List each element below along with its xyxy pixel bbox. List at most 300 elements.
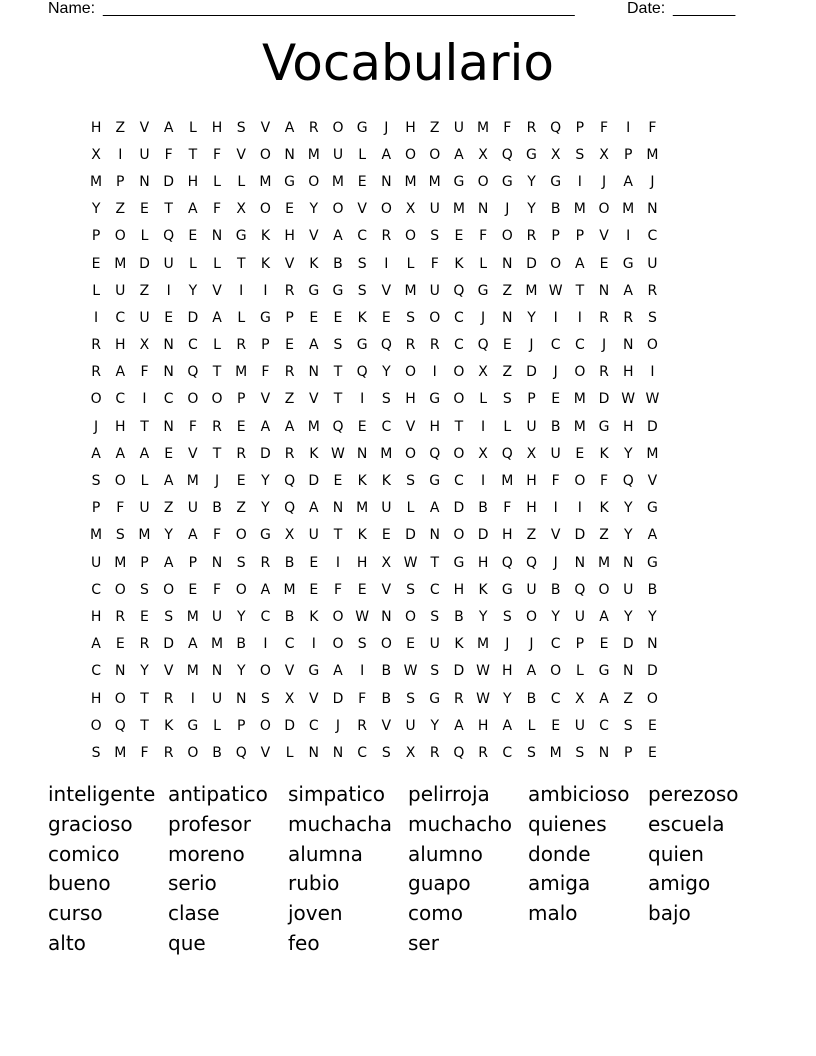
grid-letter: S (236, 119, 246, 136)
grid-letter: C (550, 636, 561, 653)
grid-letter: X (550, 146, 561, 163)
grid-letter: F (164, 146, 173, 163)
grid-letter: D (598, 391, 610, 408)
grid-letter: G (259, 309, 271, 326)
grid-letter: R (429, 744, 440, 761)
grid-letter: H (284, 228, 295, 245)
grid-letter: T (236, 255, 246, 272)
grid-letter: O (114, 228, 126, 245)
grid-letter: M (525, 282, 538, 299)
grid-letter: A (260, 418, 271, 435)
grid-letter: O (525, 608, 537, 625)
grid-letter: H (429, 418, 440, 435)
grid-letter: O (380, 201, 392, 218)
grid-letter: G (598, 418, 610, 435)
grid-letter: G (308, 282, 320, 299)
grid-letter: Z (163, 500, 174, 517)
grid-letter: Q (332, 418, 344, 435)
grid-letter: Q (453, 282, 465, 299)
grid-letter: R (647, 282, 658, 299)
grid-letter: I (553, 309, 558, 326)
grid-letter: R (91, 364, 101, 381)
grid-letter: Z (599, 527, 609, 544)
word-list-item: moreno (168, 841, 245, 866)
grid-letter: O (259, 663, 271, 680)
grid-row (84, 440, 665, 467)
grid-letter: E (454, 228, 464, 245)
grid-letter: Y (309, 201, 319, 218)
grid-letter: S (140, 581, 149, 598)
grid-letter: S (381, 744, 391, 761)
grid-letter: C (574, 337, 585, 354)
grid-letter: L (140, 473, 149, 490)
grid-letter: T (454, 418, 464, 435)
grid-letter: P (575, 119, 585, 136)
grid-row (84, 250, 665, 277)
grid-row (84, 685, 665, 712)
grid-letter: E (381, 527, 391, 544)
grid-letter: H (453, 581, 465, 598)
grid-letter: X (575, 690, 585, 707)
grid-letter: S (381, 391, 391, 408)
grid-letter: E (188, 228, 198, 245)
grid-letter: N (163, 364, 174, 381)
grid-letter: I (142, 391, 147, 408)
grid-letter: U (308, 527, 319, 544)
grid-letter: C (647, 228, 658, 245)
grid-letter: C (550, 690, 561, 707)
grid-letter: U (90, 554, 102, 571)
grid-row (84, 739, 665, 766)
grid-letter: F (188, 418, 197, 435)
grid-letter: I (384, 255, 389, 272)
grid-letter: U (453, 119, 465, 136)
grid-letter: A (260, 581, 271, 598)
grid-letter: N (308, 364, 320, 381)
grid-letter: N (647, 201, 658, 218)
grid-letter: O (187, 391, 199, 408)
grid-letter: I (263, 636, 268, 653)
grid-letter: O (453, 445, 465, 462)
grid-letter: D (260, 445, 271, 462)
grid-letter: N (622, 337, 634, 354)
grid-letter: R (599, 364, 609, 381)
grid-letter: F (430, 255, 439, 272)
grid-letter: B (284, 608, 295, 625)
grid-letter: N (574, 554, 586, 571)
grid-letter: V (139, 119, 150, 136)
grid-letter: K (260, 228, 270, 245)
grid-letter: C (115, 391, 126, 408)
grid-letter: J (505, 201, 510, 218)
grid-letter: H (211, 119, 223, 136)
word-list (48, 780, 768, 959)
grid-letter: T (212, 364, 222, 381)
grid-letter: D (163, 636, 175, 653)
grid-letter: Y (188, 282, 198, 299)
grid-letter: H (622, 364, 634, 381)
grid-row (84, 495, 665, 522)
grid-letter: R (139, 636, 150, 653)
grid-letter: V (260, 119, 271, 136)
grid-letter: L (188, 255, 197, 272)
grid-letter: P (575, 636, 585, 653)
word-list-item: simpatico (288, 782, 386, 806)
grid-letter: V (308, 228, 319, 245)
word-list-item: comico (48, 841, 120, 866)
grid-letter: Q (501, 554, 513, 571)
grid-letter: F (140, 744, 149, 761)
grid-letter: O (332, 636, 344, 653)
grid-letter: F (213, 527, 222, 544)
grid-letter: O (114, 581, 126, 598)
grid-letter: C (91, 581, 101, 598)
grid-letter: J (601, 337, 607, 354)
grid-letter: F (333, 581, 342, 598)
grid-letter: O (114, 473, 126, 490)
grid-letter: O (477, 173, 489, 190)
grid-letter: J (553, 364, 558, 381)
grid-letter: A (599, 690, 609, 707)
grid-letter: V (308, 391, 319, 408)
grid-letter: F (116, 500, 125, 517)
grid-letter: U (550, 445, 561, 462)
grid-letter: J (384, 119, 389, 136)
word-list-item: alto (48, 930, 86, 955)
grid-letter: Y (236, 608, 246, 625)
grid-letter: R (599, 309, 609, 326)
grid-letter: X (284, 527, 295, 544)
grid-letter: G (477, 282, 489, 299)
word-list-item: guapo (408, 871, 471, 896)
grid-letter: N (381, 608, 392, 625)
grid-letter: E (333, 473, 343, 490)
grid-letter: U (139, 309, 150, 326)
grid-letter: Q (284, 500, 296, 517)
grid-letter: Z (284, 391, 295, 408)
grid-row (84, 413, 665, 440)
grid-letter: Y (140, 663, 149, 680)
grid-letter: E (502, 337, 512, 354)
grid-letter: G (622, 255, 634, 272)
grid-letter: E (309, 581, 319, 598)
grid-letter: O (405, 146, 417, 163)
date-field[interactable]: _______ (673, 0, 736, 17)
grid-letter: V (284, 663, 295, 680)
grid-letter: S (91, 744, 101, 761)
grid-letter: C (454, 473, 464, 490)
grid-letter: P (551, 228, 560, 245)
grid-letter: E (333, 309, 343, 326)
grid-letter: F (213, 201, 222, 218)
grid-letter: M (307, 146, 320, 163)
grid-letter: S (406, 690, 415, 707)
word-list-item: ambicioso (528, 782, 630, 806)
grid-letter: G (550, 173, 562, 190)
grid-letter: C (260, 608, 271, 625)
grid-letter: U (187, 500, 198, 517)
grid-letter: M (307, 418, 320, 435)
grid-letter: E (236, 418, 246, 435)
grid-letter: P (236, 391, 246, 408)
grid-letter: S (430, 608, 440, 625)
grid-letter: U (405, 717, 416, 734)
grid-letter: O (405, 608, 417, 625)
grid-letter: L (140, 228, 149, 245)
grid-letter: R (405, 337, 416, 354)
grid-letter: E (236, 473, 246, 490)
grid-letter: N (502, 255, 513, 272)
grid-letter: M (428, 173, 441, 190)
grid-letter: S (406, 473, 415, 490)
word-list-item: amiga (528, 871, 591, 896)
grid-letter: C (308, 717, 319, 734)
word-list-item: feo (288, 930, 320, 955)
grid-letter: R (212, 418, 222, 435)
grid-letter: V (599, 228, 609, 245)
grid-letter: X (139, 337, 150, 354)
grid-letter: O (259, 201, 271, 218)
grid-letter: G (598, 663, 610, 680)
grid-letter: Y (527, 173, 536, 190)
grid-letter: Z (115, 201, 126, 218)
grid-letter: W (331, 445, 345, 462)
grid-letter: S (333, 337, 343, 354)
grid-letter: E (357, 581, 367, 598)
grid-letter: U (332, 146, 344, 163)
grid-letter: G (453, 173, 465, 190)
grid-letter: C (429, 581, 440, 598)
grid-letter: O (405, 228, 417, 245)
word-list-item: bajo (648, 901, 691, 926)
grid-letter: A (308, 500, 319, 517)
grid-letter: D (308, 473, 320, 490)
grid-letter: N (211, 554, 223, 571)
grid-letter: Y (164, 527, 173, 544)
grid-letter: M (356, 500, 369, 517)
grid-letter: L (188, 119, 197, 136)
grid-letter: X (91, 146, 101, 163)
grid-letter: O (259, 717, 271, 734)
grid-letter: B (647, 581, 658, 598)
grid-letter: N (163, 337, 174, 354)
grid-letter: H (526, 473, 537, 490)
grid-letter: V (405, 418, 416, 435)
grid-letter: C (502, 744, 513, 761)
grid-letter: Q (477, 337, 489, 354)
grid-letter: D (647, 663, 658, 680)
grid-letter: O (90, 391, 102, 408)
grid-letter: P (623, 744, 633, 761)
grid-letter: N (622, 663, 634, 680)
grid-letter: F (600, 473, 609, 490)
grid-letter: W (476, 663, 491, 680)
grid-letter: Q (501, 146, 513, 163)
grid-letter: L (575, 663, 584, 680)
grid-row (84, 332, 665, 359)
grid-letter: S (406, 581, 415, 598)
grid-letter: C (550, 337, 561, 354)
grid-letter: O (187, 744, 199, 761)
grid-letter: Q (501, 445, 513, 462)
grid-letter: A (188, 201, 198, 218)
grid-letter: E (115, 636, 125, 653)
word-list-item: quienes (528, 811, 607, 836)
grid-row (84, 386, 665, 413)
grid-letter: I (650, 364, 655, 381)
grid-letter: W (548, 282, 563, 299)
grid-letter: Y (623, 608, 633, 625)
grid-letter: G (646, 554, 658, 571)
grid-letter: N (139, 173, 150, 190)
grid-letter: T (140, 717, 149, 734)
grid-letter: I (335, 554, 341, 571)
grid-letter: E (309, 309, 319, 326)
grid-letter: M (573, 201, 586, 218)
grid-letter: G (259, 527, 271, 544)
grid-letter: S (260, 690, 270, 707)
grid-letter: M (210, 636, 224, 653)
grid-letter: U (429, 282, 440, 299)
grid-letter: G (332, 282, 344, 299)
grid-letter: W (403, 663, 418, 680)
grid-letter: G (453, 554, 465, 571)
grid-letter: M (186, 663, 199, 680)
grid-letter: A (163, 119, 174, 136)
grid-letter: A (163, 554, 174, 571)
grid-letter: U (429, 636, 440, 653)
grid-letter: D (526, 364, 537, 381)
grid-letter: K (357, 309, 367, 326)
grid-letter: A (284, 119, 295, 136)
grid-letter: Y (648, 608, 657, 625)
grid-row (84, 467, 665, 494)
grid-letter: K (260, 255, 270, 272)
grid-letter: H (187, 173, 199, 190)
grid-letter: W (403, 554, 418, 571)
grid-letter: O (332, 608, 344, 625)
grid-letter: I (577, 500, 582, 517)
grid-letter: L (237, 309, 246, 326)
grid-letter: X (478, 364, 488, 381)
grid-letter: F (600, 119, 609, 136)
grid-letter: M (404, 282, 417, 299)
grid-letter: N (235, 690, 247, 707)
grid-letter: E (599, 636, 609, 653)
word-list-item: muchacha (288, 811, 393, 836)
grid-letter: N (211, 663, 223, 680)
grid-letter: A (308, 337, 319, 354)
grid-letter: Q (525, 554, 537, 571)
grid-letter: P (91, 228, 101, 245)
grid-letter: M (573, 391, 586, 408)
word-list-item: gracioso (48, 811, 133, 836)
grid-letter: M (477, 119, 490, 136)
grid-letter: X (236, 201, 247, 218)
grid-row (84, 658, 665, 685)
grid-letter: A (163, 473, 174, 490)
grid-letter: C (381, 418, 392, 435)
grid-letter: D (163, 173, 175, 190)
grid-letter: C (454, 309, 464, 326)
grid-letter: M (114, 744, 127, 761)
grid-letter: Y (623, 527, 633, 544)
grid-letter: O (211, 391, 223, 408)
grid-letter: G (187, 717, 199, 734)
grid-letter: G (501, 173, 513, 190)
grid-letter: S (575, 146, 585, 163)
grid-letter: Y (527, 201, 536, 218)
grid-letter: M (138, 527, 151, 544)
grid-letter: L (527, 717, 536, 734)
grid-letter: X (599, 146, 609, 163)
grid-letter: G (429, 690, 441, 707)
grid-letter: P (236, 717, 246, 734)
grid-letter: O (453, 391, 465, 408)
grid-letter: K (381, 473, 391, 490)
grid-letter: D (139, 255, 150, 272)
grid-letter: M (90, 173, 103, 190)
grid-letter: J (481, 309, 486, 326)
grid-letter: V (260, 744, 271, 761)
name-field[interactable]: _____________________________________________________ (103, 0, 575, 17)
grid-letter: I (577, 309, 582, 326)
grid-letter: V (260, 391, 271, 408)
grid-letter: V (550, 527, 561, 544)
grid-letter: A (284, 418, 295, 435)
grid-letter: M (597, 554, 611, 571)
grid-letter: S (647, 309, 657, 326)
grid-letter: A (188, 636, 198, 653)
grid-letter: B (381, 663, 392, 680)
grid-letter: Z (502, 364, 513, 381)
grid-letter: D (622, 636, 634, 653)
grid-letter: J (553, 554, 558, 571)
grid-row (84, 603, 665, 630)
grid-letter: M (646, 445, 659, 462)
grid-letter: M (622, 201, 635, 218)
grid-letter: R (454, 690, 464, 707)
grid-letter: D (284, 717, 295, 734)
grid-letter: I (481, 473, 486, 490)
grid-row (84, 576, 665, 603)
grid-letter: S (502, 608, 512, 625)
grid-letter: T (188, 146, 198, 163)
grid-letter: R (236, 337, 247, 354)
grid-letter: T (140, 690, 149, 707)
grid-letter: S (430, 228, 440, 245)
grid-letter: N (381, 173, 392, 190)
word-list-item: que (168, 930, 206, 955)
grid-row (84, 277, 665, 304)
grid-letter: G (308, 663, 320, 680)
grid-letter: V (188, 445, 198, 462)
grid-letter: D (647, 418, 658, 435)
grid-letter: I (360, 663, 365, 680)
grid-letter: X (381, 554, 392, 571)
grid-letter: E (357, 418, 367, 435)
grid-letter: Y (478, 608, 488, 625)
grid-letter: A (647, 527, 658, 544)
grid-letter: I (311, 636, 316, 653)
grid-letter: H (502, 527, 513, 544)
grid-letter: U (526, 418, 537, 435)
grid-letter: E (575, 445, 585, 462)
grid-letter: R (163, 690, 174, 707)
grid-letter: E (164, 309, 174, 326)
grid-letter: Q (284, 473, 296, 490)
grid-letter: T (333, 364, 343, 381)
